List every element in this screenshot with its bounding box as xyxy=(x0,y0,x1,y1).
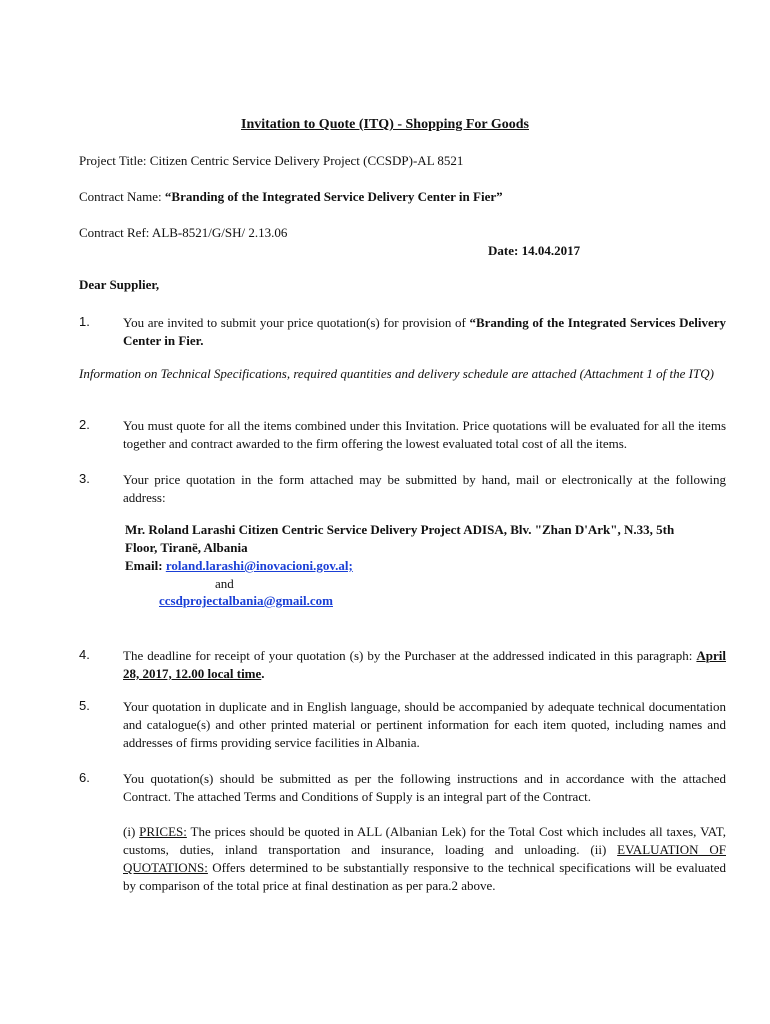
contract-name xyxy=(79,189,503,205)
prices-text: The prices should be quoted in ALL (Albanian Lek) for the Total Cost which includes all taxes, VAT, customs, duties, inland transportation and insurance, loading and unloading. (ii) xyxy=(123,824,726,857)
prices-evaluation-paragraph xyxy=(123,823,726,895)
item-paragraph-5: Your quotation in duplicate and in English language, should be accompanied by adequate technical documentation and catalogue(s) and other printed material or pertinent information for each item quoted, including names and addresses of firms providing service facilities in Albania. xyxy=(123,699,726,750)
document-title: Invitation to Quote (ITQ) - Shopping For Goods xyxy=(241,117,529,132)
item-1-bold: “Branding of the Integrated Services Delivery Center in Fier. xyxy=(123,315,726,348)
project-title: Project Title: Citizen Centric Service Delivery Project (CCSDP)-AL 8521 xyxy=(79,153,464,168)
item-number-5: 5. xyxy=(79,698,90,713)
deadline-period: . xyxy=(261,666,265,681)
evaluation-heading: EVALUATION OF QUOTATIONS: xyxy=(123,842,726,875)
item-4-text: The deadline for receipt of your quotation (s) by the Purchaser at the addressed indicated in this paragraph: xyxy=(123,648,693,663)
item-number-2: 2. xyxy=(79,417,90,432)
item-1-text: You are invited to submit your price quotation(s) for provision of xyxy=(123,315,470,330)
document-date: Date: 14.04.2017 xyxy=(488,243,581,258)
deadline-text: April 28, 2017, 12.00 local time xyxy=(123,648,727,681)
item-paragraph-4 xyxy=(123,647,726,683)
greeting: Dear Supplier, xyxy=(79,277,160,292)
email-label: Email: xyxy=(125,558,166,573)
item-number-6: 6. xyxy=(79,770,90,785)
contract-ref: Contract Ref: ALB-8521/G/SH/ 2.13.06 xyxy=(79,225,288,240)
email-link-1[interactable]: roland.larashi@inovacioni.gov.al; xyxy=(165,558,353,573)
address-line-2: Floor, Tiranë, Albania xyxy=(125,540,248,555)
item-number-3: 3. xyxy=(79,471,90,486)
item-paragraph-2: You must quote for all the items combined under this Invitation. Price quotations will be evaluated for all the items together and contract awarded to the firm offering the lowest evaluated total cost of all the items. xyxy=(123,418,726,451)
item-number-1: 1. xyxy=(79,314,90,329)
and-text: and xyxy=(215,576,234,591)
item-paragraph-3: Your price quotation in the form attached may be submitted by hand, mail or electronically at the following address: xyxy=(123,472,726,505)
contract-name-label: Contract Name: xyxy=(79,189,165,204)
item-paragraph-1 xyxy=(123,314,726,350)
email-line xyxy=(125,558,353,574)
contract-name-value: “Branding of the Integrated Service Delivery Center in Fier” xyxy=(164,189,503,204)
email-link-2[interactable]: ccsdprojectalbania@gmail.com xyxy=(159,593,333,608)
prices-heading: PRICES: xyxy=(139,824,187,839)
item-number-4: 4. xyxy=(79,647,90,662)
technical-info-note: Information on Technical Specifications, required quantities and delivery schedule are attached (Attachment 1 of the ITQ) xyxy=(79,366,714,381)
address-line-1: Mr. Roland Larashi Citizen Centric Service Delivery Project ADISA, Blv. "Zhan D'Ark", N.33, 5th xyxy=(125,522,675,537)
evaluation-text: Offers determined to be substantially responsive to the technical specifications will be evaluated by comparison of the total price at final destination as per para.2 above. xyxy=(123,860,726,893)
prices-prefix: (i) xyxy=(123,824,140,839)
item-paragraph-6: You quotation(s) should be submitted as per the following instructions and in accordance with the attached Contract. The attached Terms and Conditions of Supply is an integral part of the Contract. xyxy=(123,771,726,804)
